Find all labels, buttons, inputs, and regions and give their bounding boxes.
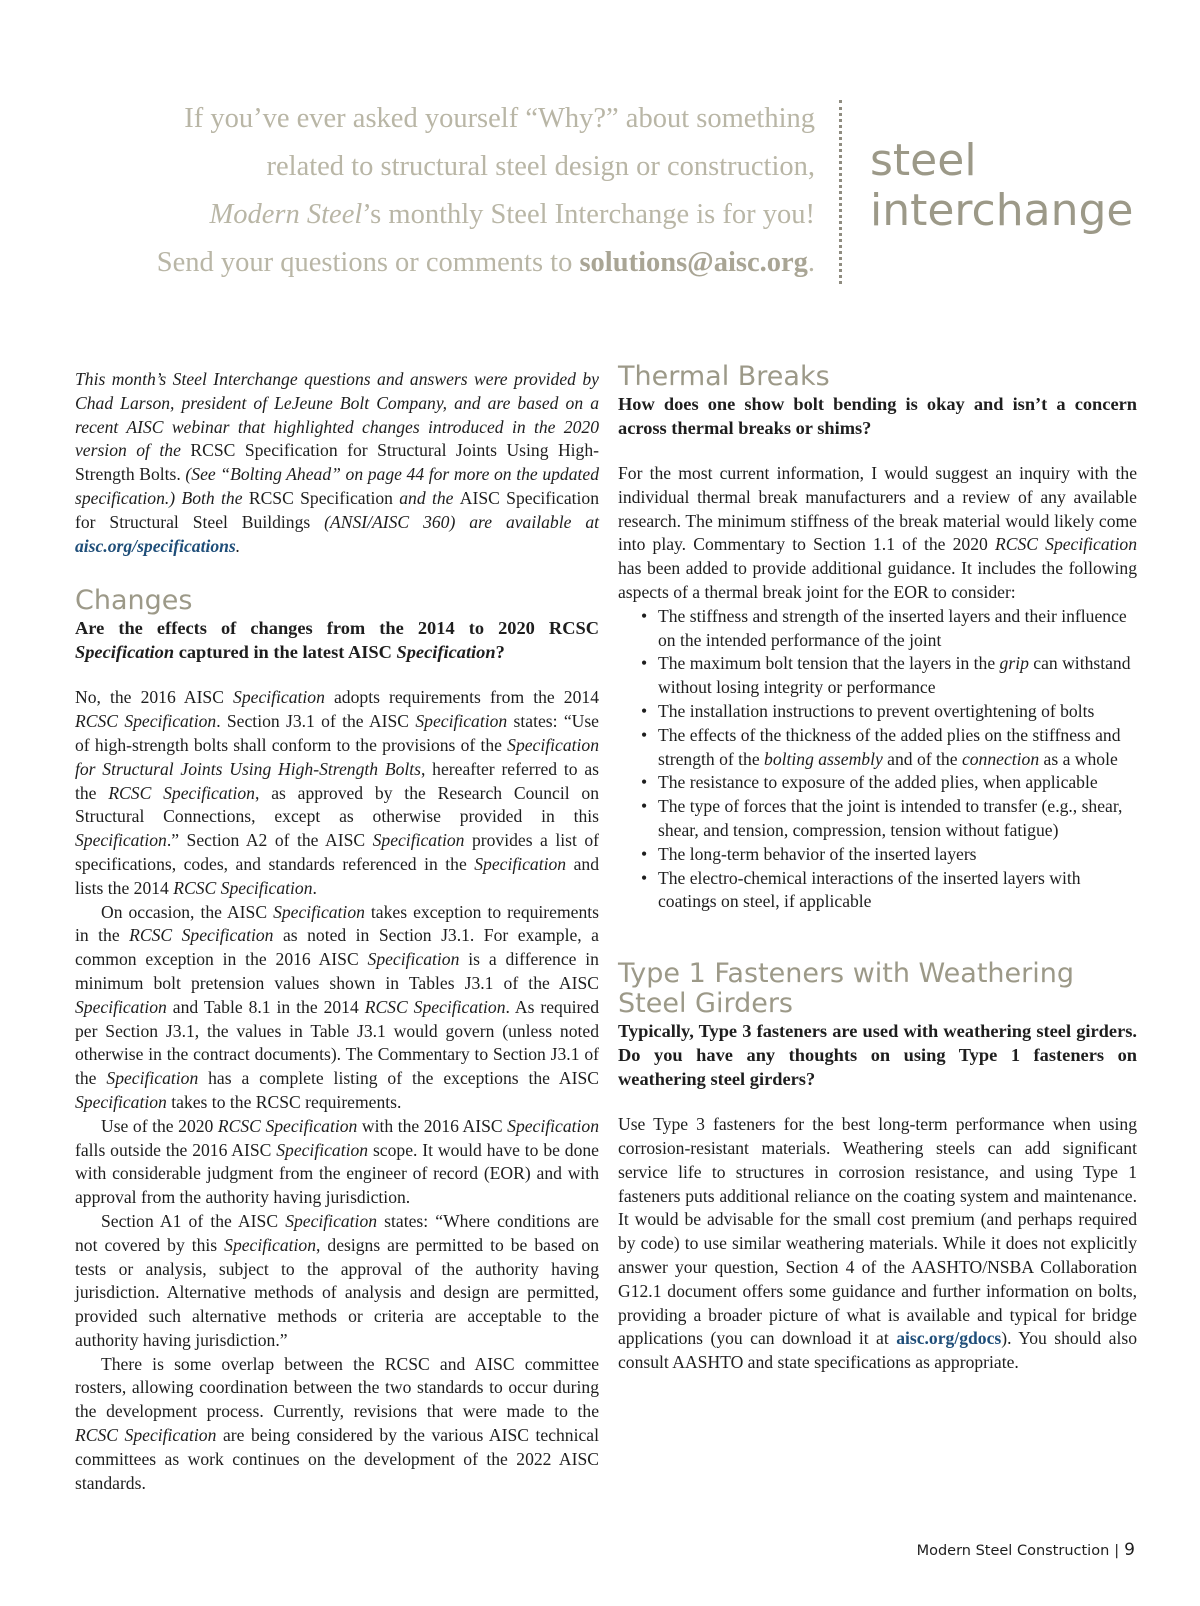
list-item: • The installation instructions to prevent overtightening of bolts bbox=[641, 700, 1137, 724]
list-item: • The long-term behavior of the inserted layers bbox=[641, 843, 1137, 867]
section-heading-changes: Changes bbox=[75, 585, 193, 617]
page-footer bbox=[917, 1540, 1135, 1560]
specifications-link[interactable]: aisc.org/specifications bbox=[75, 535, 236, 556]
magazine-name: Modern Steel bbox=[209, 199, 363, 230]
dotted-divider bbox=[839, 100, 842, 284]
question-type1-fasteners: Typically, Type 3 fasteners are used with weathering steel girders. Do you have any thoughts on using Type 1 fasteners on weathering steel girders? bbox=[618, 1021, 1137, 1090]
intro-blurb bbox=[60, 95, 815, 287]
list-item: • The maximum bolt tension that the layers in the grip can withstand without losing integrity or performance bbox=[641, 652, 1137, 700]
contact-email-link[interactable]: solutions@aisc.org bbox=[579, 247, 808, 278]
right-column bbox=[618, 362, 1137, 1375]
question-thermal-breaks: How does one show bolt bending is okay and isn’t a concern across thermal breaks or shims? bbox=[618, 394, 1137, 438]
section-heading-type1-fasteners: Type 1 Fasteners with Weathering Steel Girders bbox=[618, 958, 1074, 1020]
question-changes: Are the effects of changes from the 2014 to 2020 RCSC Specification captured in the latest AISC Specification? bbox=[75, 618, 599, 663]
consideration-list bbox=[618, 605, 1137, 914]
intro-line: related to structural steel design or construction, bbox=[266, 151, 815, 182]
section-heading-thermal-breaks: Thermal Breaks bbox=[618, 361, 830, 392]
list-item: • The type of forces that the joint is intended to transfer (e.g., shear, shear, and tension, compression, tension without fatigue) bbox=[641, 795, 1137, 843]
answer-paragraph: No, the 2016 AISC Specification adopts requirements from the 2014 RCSC Specification. Section J3.1 of the AISC Specification states: “Use of high-strength bolts shall conform to the provisions of the Specification for Structural Joints Using High-Strength Bolts, hereafter referred to as the RCSC Specification, as approved by the Research Council on Structural Connections, except as otherwise provided in this Specification.” Section A2 of the AISC Specification provides a list of specifications, codes, and standards referenced in the Specification and lists the 2014 RCSC Specification. bbox=[75, 687, 599, 898]
footer-separator: | bbox=[1114, 1543, 1120, 1559]
answer-paragraph: There is some overlap between the RCSC and AISC committee rosters, allowing coordination between the two standards to occur during the development process. Currently, revisions that were made to the RCSC Specification are being considered by the various AISC technical committees as work continues on the development of the 2022 AISC standards. bbox=[75, 1353, 599, 1493]
intro-line: Modern Steel’s monthly Steel Interchange is for you! bbox=[209, 199, 815, 230]
list-item: • The resistance to exposure of the added plies, when applicable bbox=[641, 771, 1137, 795]
answer-paragraph: Use Type 3 fasteners for the best long-term performance when using corrosion-resistant materials. Weathering steels can add significant service life to structures in corrosion resistance, and using Type 1 fasteners puts additional reliance on the coating system and maintenance. It would be advisable for the small cost premium (and perhaps required by code) to use similar weathering materials. While it does not explicitly answer your question, Section 4 of the AASHTO/NSBA Collaboration G12.1 document offers some guidance and further information on bolts, providing a broader picture of what is available and typical for bridge applications (you can download it at aisc.org/gdocs). You should also consult AASHTO and state specifications as appropriate. bbox=[618, 1114, 1137, 1373]
gdocs-link[interactable]: aisc.org/gdocs bbox=[896, 1328, 1002, 1349]
intro-line: If you’ve ever asked yourself “Why?” about something bbox=[184, 103, 815, 134]
answer-paragraph: On occasion, the AISC Specification takes exception to requirements in the RCSC Specification as noted in Section J3.1. For example, a common exception in the 2016 AISC Specification is a difference in minimum bolt pretension values shown in Tables J3.1 of the AISC Specification and Table 8.1 in the 2014 RCSC Specification. As required per Section J3.1, the values in Table J3.1 would govern (unless noted otherwise in the contract documents). The Commentary to Section J3.1 of the Specification has a complete listing of the exceptions the AISC Specification takes to the RCSC requirements. bbox=[75, 901, 599, 1112]
list-item: • The effects of the thickness of the added plies on the stiffness and strength of the bolting assembly and of the connection as a whole bbox=[641, 724, 1137, 772]
left-column bbox=[75, 368, 599, 1495]
section-brand: steel interchange bbox=[870, 135, 1134, 236]
publication-name: Modern Steel Construction bbox=[916, 1543, 1110, 1559]
article-intro: This month’s Steel Interchange questions and answers were provided by Chad Larson, president of LeJeune Bolt Company, and are based on a recent AISC webinar that highlighted changes introduced in the 2020 version of the RCSC Specification for Structural Joints Using High-Strength Bolts. (See “Bolting Ahead” on page 44 for more on the updated specification.) Both the RCSC Specification and the AISC Specification for Structural Steel Buildings (ANSI/AISC 360) are available at aisc.org/specifications. bbox=[75, 369, 600, 556]
intro-line: Send your questions or comments to solutions@aisc.org. bbox=[156, 247, 815, 278]
answer-paragraph: Use of the 2020 RCSC Specification with the 2016 AISC Specification falls outside the 2016 AISC Specification scope. It would have to be done with considerable judgment from the engineer of record (EOR) and with approval from the authority having jurisdiction. bbox=[75, 1115, 600, 1208]
answer-paragraph: Section A1 of the AISC Specification states: “Where conditions are not covered by this Specification, designs are permitted to be based on tests or analysis, subject to the approval of the authority having jurisdiction. Alternative methods of analysis and design are permitted, provided such alternative methods or criteria are acceptable to the authority having jurisdiction.” bbox=[75, 1210, 600, 1350]
list-item: • The electro-chemical interactions of the inserted layers with coatings on steel, if applicable bbox=[641, 867, 1137, 915]
answer-paragraph: For the most current information, I would suggest an inquiry with the individual thermal break manufacturers and a review of any available research. The minimum stiffness of the break material would likely come into play. Commentary to Section 1.1 of the 2020 RCSC Specification has been added to provide additional guidance. It includes the following aspects of a thermal break joint for the EOR to consider: bbox=[618, 463, 1138, 602]
list-item: • The stiffness and strength of the inserted layers and their influence on the intended performance of the joint bbox=[641, 605, 1137, 653]
page-number: 9 bbox=[1124, 1540, 1135, 1560]
